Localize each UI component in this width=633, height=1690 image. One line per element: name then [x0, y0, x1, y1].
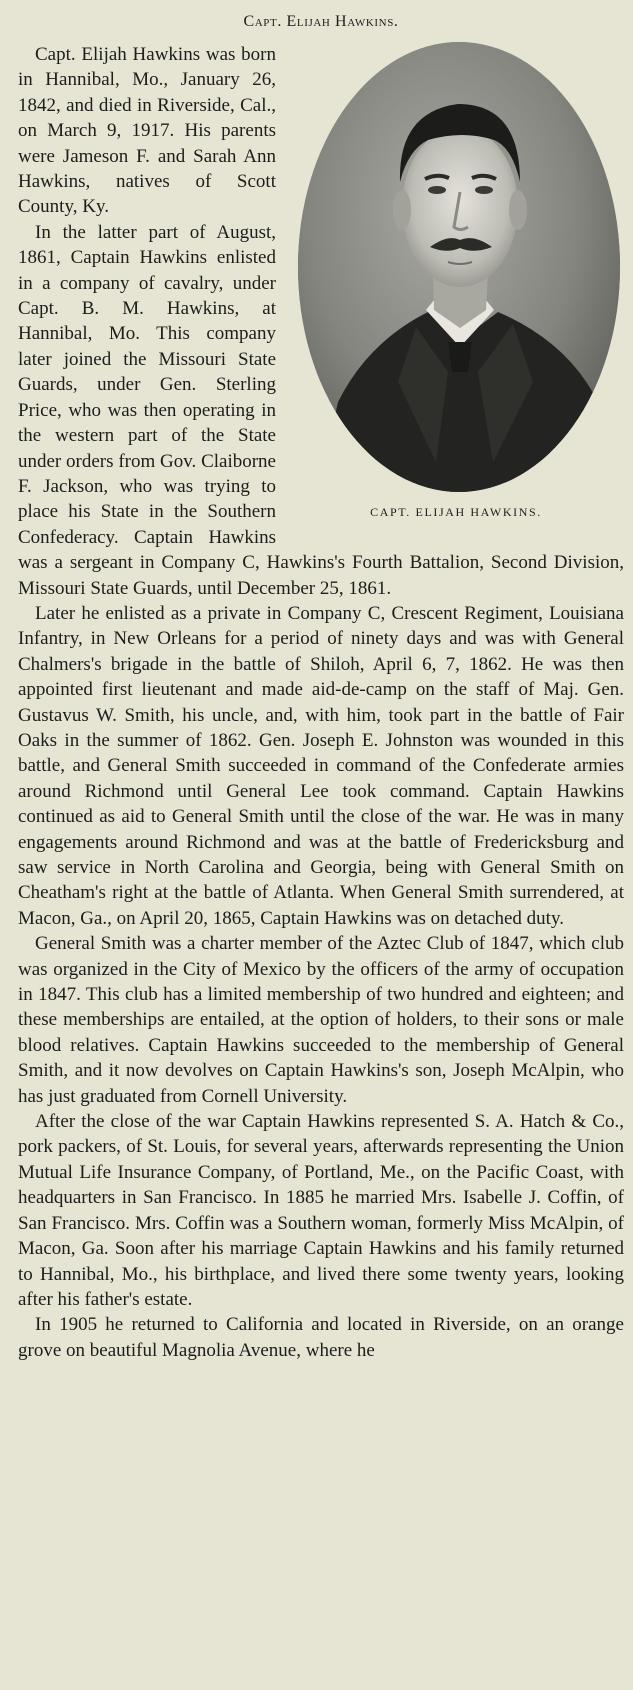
paragraph-5: After the close of the war Captain Hawkins represented S. A. Hatch & Co., pork packers, of St. Louis, for several years, afterwards representing the Union Mutual Life Insurance Company, of Portland, Me., on the Pacific Coast, with headquarters in San Francisco. In 1885 he married Mrs. Isabelle J. Coffin, of San Francisco. Mrs. Coffin was a Southern woman, formerly Miss McAlpin, of Macon, Ga. Soon after his marriage Captain Hawkins and his family returned to Hannibal, Mo., his birthplace, and lived there some twenty years, looking after his father's estate. — [18, 1111, 624, 1310]
paragraph-2: In the latter part of August, 1861, Captain Hawkins enlisted in a company of cavalry, under Capt. B. M. Hawkins, at Hannibal, Mo. This company later joined the Missouri State Guards, under Gen. Sterling Price, who was then operating in the western part of the State under orders from Gov. Claiborne F. Jackson, who was trying to place his State in the Southern Confederacy. Captain Hawkins was a sergeant in Company C, Hawkins's Fourth Battalion, Second Division, Missouri State Guards, until December 25, 1861. — [18, 221, 624, 599]
article — [18, 10, 624, 1363]
paragraph-3: Later he enlisted as a private in Company C, Crescent Regiment, Louisiana Infantry, in New Orleans for a period of ninety days and was with General Chalmers's brigade in the battle of Shiloh, April 6, 7, 1862. He was then appointed first lieutenant and made aid-de-camp on the staff of Maj. Gen. Gustavus W. Smith, his uncle, and, with him, took part in the battle of Fair Oaks in the summer of 1862. Gen. Joseph E. Johnston was wounded in this battle, and General Smith succeeded in command of the Confederate armies around Richmond until General Lee took command. Captain Hawkins continued as aid to General Smith until the close of the war. He was in many engagements around Richmond and was at the battle of Fredericksburg and saw service in North Carolina and Georgia, being with General Smith on Cheatham's right at the battle of Atlanta. When General Smith surrendered, at Macon, Ga., on April 20, 1865, Captain Hawkins was on detached duty. — [18, 602, 624, 929]
paragraph-6: In 1905 he returned to California and located in Riverside, on an orange grove on beautiful Magnolia Avenue, where he — [18, 1314, 624, 1361]
paragraph-1: Capt. Elijah Hawkins was born in Hannibal, Mo., January 26, 1842, and died in Riverside, Cal., on March 9, 1917. His parents were Jameson F. and Sarah Ann Hawkins, natives of Scott County, Ky. — [18, 44, 276, 218]
article-title: Capt. Elijah Hawkins. — [243, 13, 399, 30]
paragraph-4: General Smith was a charter member of the Aztec Club of 1847, which club was organized in the City of Mexico by the officers of the army of occupation in 1847. This club has a limited membership of two hundred and eighteen; and these memberships are entailed, at the option of holders, to their sons or male blood relatives. Captain Hawkins succeeded to the membership of General Smith, and it now devolves on Captain Hawkins's son, Joseph McAlpin, who has just graduated from Cornell University. — [18, 933, 624, 1107]
portrait-figure — [288, 42, 624, 542]
portrait-caption: CAPT. ELIJAH HAWKINS. — [370, 505, 542, 519]
portrait-photograph-icon — [298, 42, 620, 492]
